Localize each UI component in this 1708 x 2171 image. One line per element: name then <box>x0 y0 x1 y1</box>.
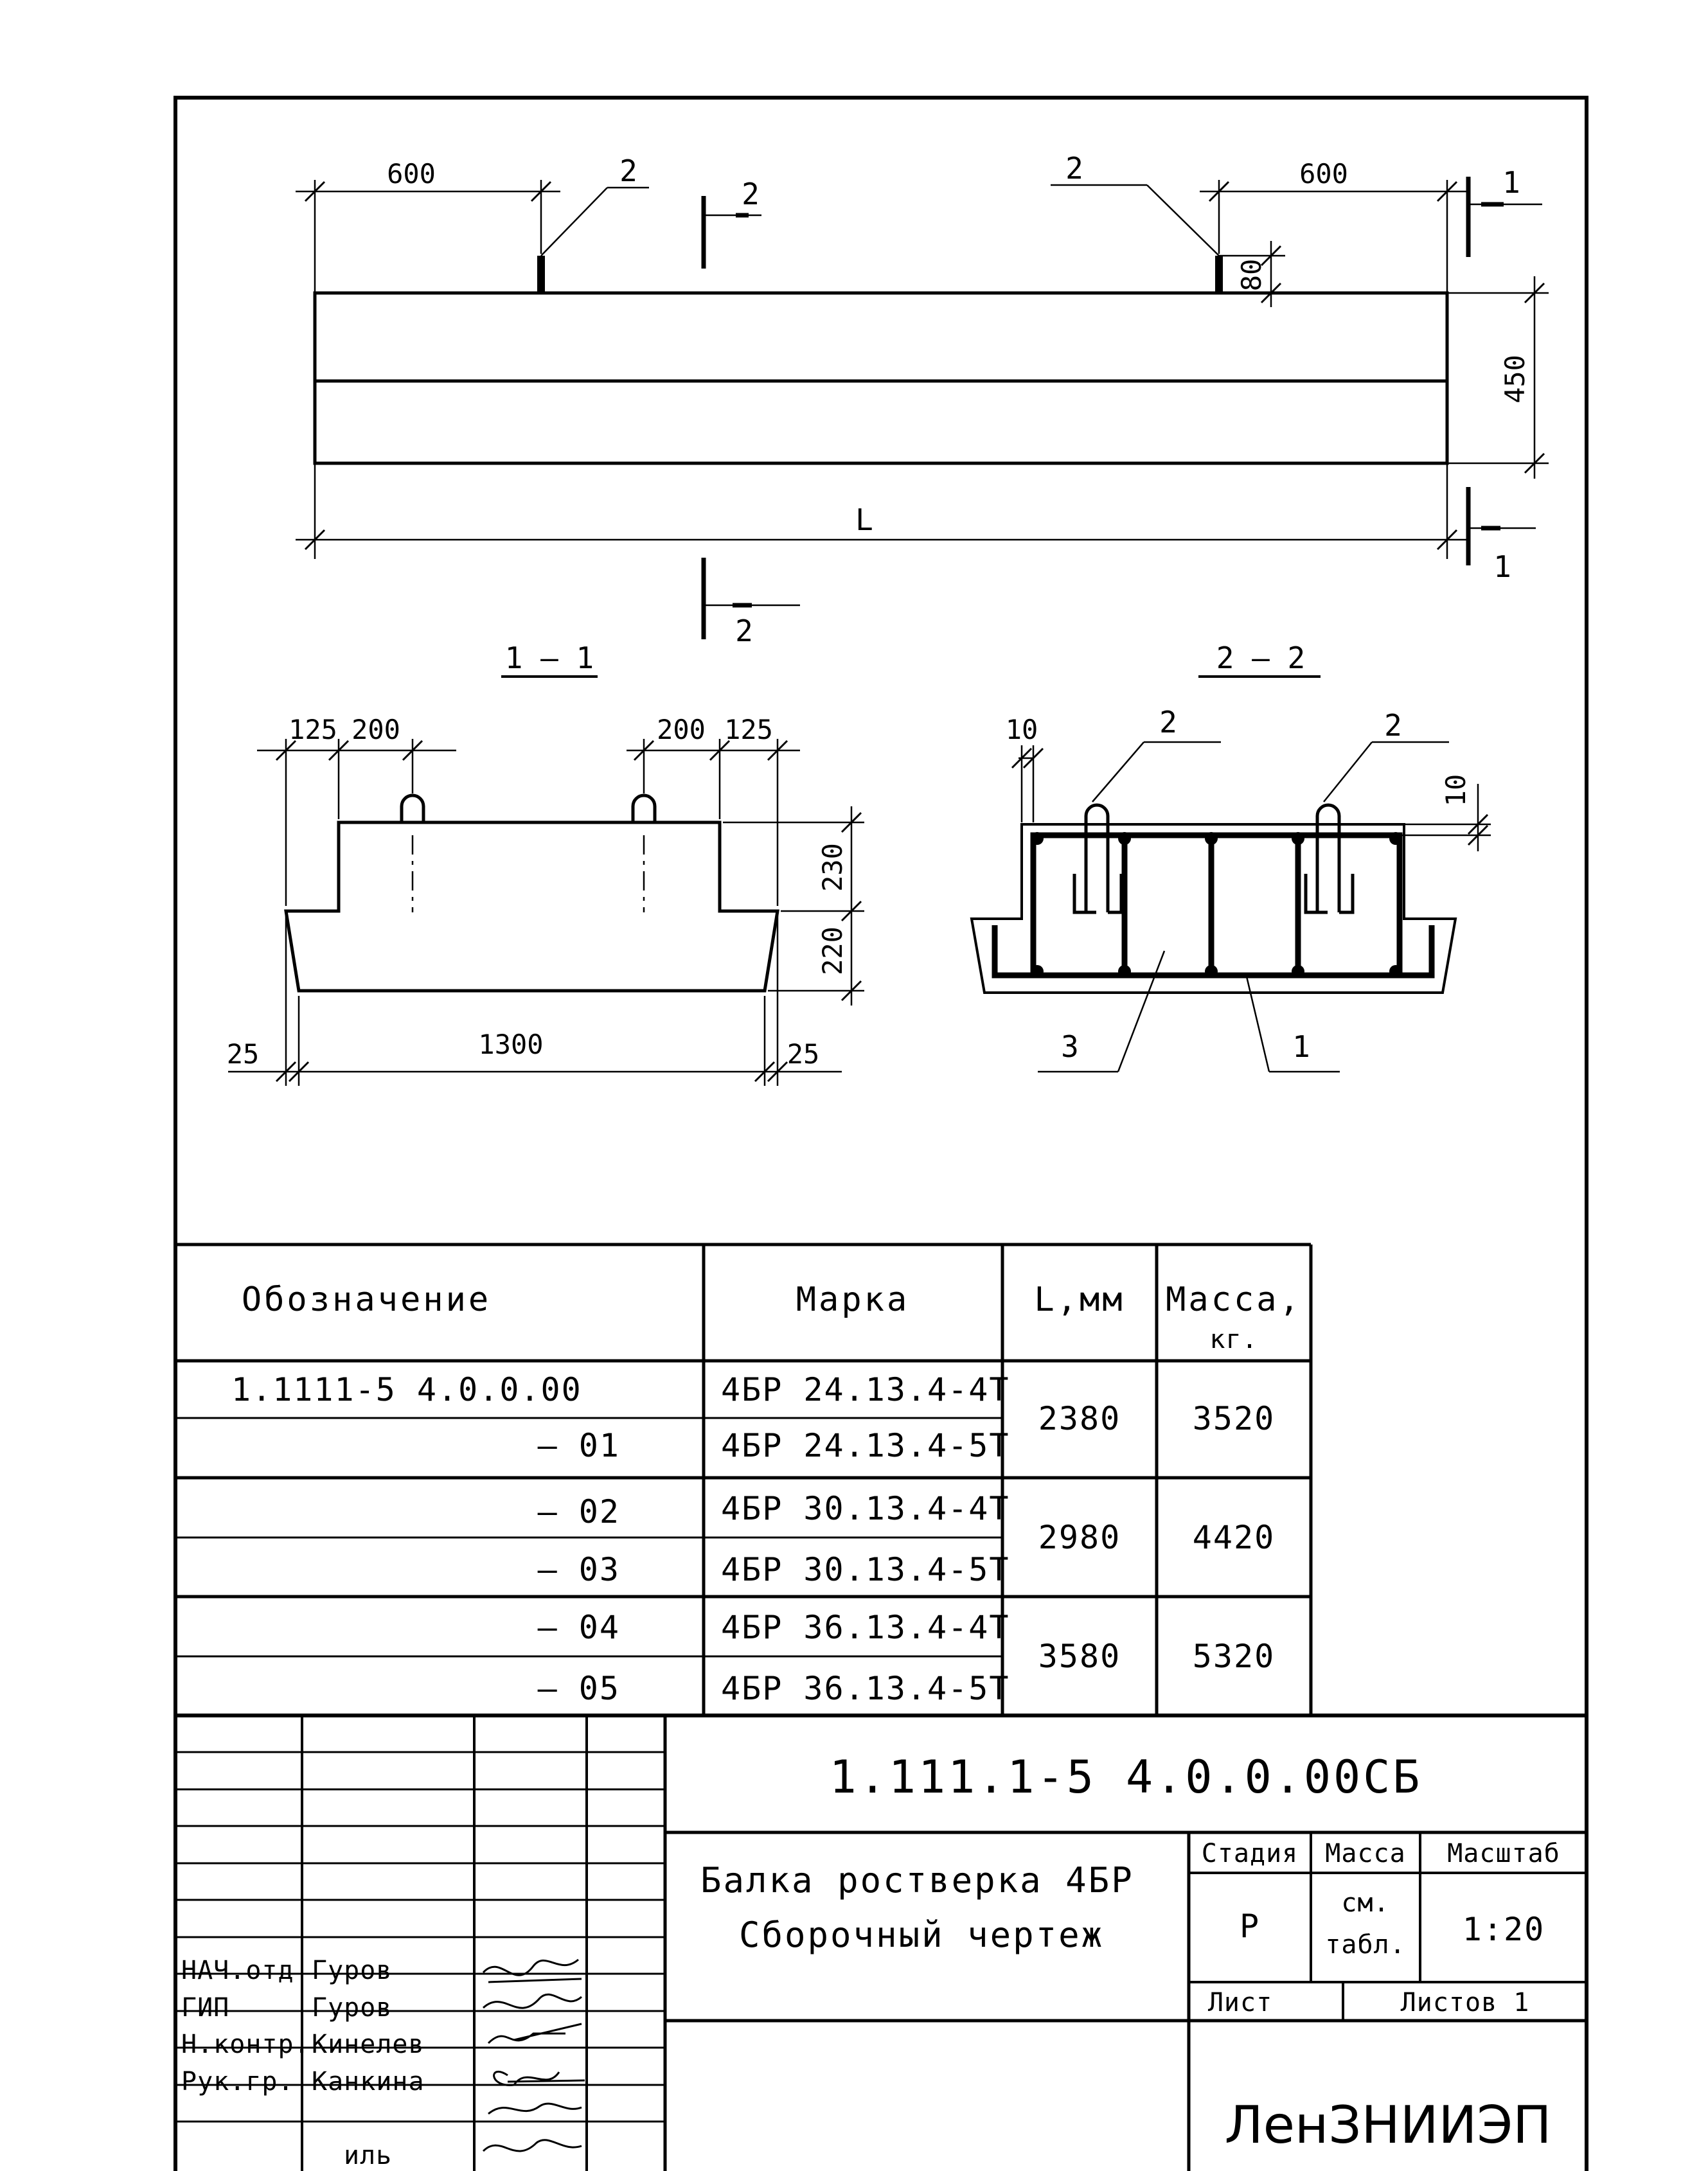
callout-1: 1 <box>1292 1029 1310 1064</box>
signature-name: Кинелев <box>312 2030 425 2059</box>
document-code: 1.111.1-5 4.0.0.00СБ <box>829 1751 1423 1803</box>
section-2-2-hook-right <box>1306 805 1353 912</box>
callout-2-left: 2 <box>619 154 637 188</box>
dim-200-right: 200 <box>657 714 706 745</box>
signature-name: Гуров <box>312 1993 393 2023</box>
scale-label: Масштаб <box>1447 1839 1560 1868</box>
title-line-2: Сборочный чертеж <box>739 1915 1105 1955</box>
dim-125-right: 125 <box>724 714 773 745</box>
dim-1300: 1300 <box>478 1029 544 1060</box>
title-block <box>175 1715 1587 2171</box>
row-designation: — 04 <box>537 1609 620 1646</box>
header-mass: Масса, <box>1166 1280 1302 1319</box>
row-designation: — 03 <box>537 1551 620 1588</box>
sheets-label: Листов 1 <box>1400 1988 1530 2017</box>
header-designation: Обозначение <box>241 1280 492 1319</box>
signature-role: Рук.гр. <box>181 2067 294 2096</box>
title-line-1: Балка ростверка 4БР <box>700 1860 1134 1901</box>
callout-3: 3 <box>1061 1029 1079 1064</box>
group-mass: 3520 <box>1192 1400 1276 1437</box>
callout-2-left-section: 2 <box>1159 705 1177 740</box>
dim-10-top: 10 <box>1005 714 1038 745</box>
section-1-1-outline <box>286 822 778 991</box>
section-1-1-labels <box>227 641 848 1070</box>
row-mark: 4БР 36.13.4-5Т <box>721 1670 1010 1707</box>
section-1-1-title: 1 — 1 <box>504 641 594 675</box>
row-mark: 4БР 36.13.4-4Т <box>721 1609 1010 1646</box>
mass-value: см. <box>1341 1888 1390 1918</box>
signature-name: Гуров <box>312 1956 393 1985</box>
group-mass: 5320 <box>1192 1638 1276 1675</box>
mass-label: Масса <box>1325 1839 1406 1868</box>
dim-600-left: 600 <box>387 158 436 190</box>
mass-value-2: табл. <box>1325 1930 1406 1960</box>
row-mark: 4БР 24.13.4-5Т <box>721 1427 1010 1464</box>
group-mass: 4420 <box>1192 1519 1276 1556</box>
row-designation: 1.1111-5 4.0.0.00 <box>231 1371 582 1408</box>
stage-value: Р <box>1239 1908 1261 1945</box>
section-mark-2-top: 2 <box>742 177 760 211</box>
section-mark-2-bottom: 2 <box>735 614 753 648</box>
row-designation: — 05 <box>537 1670 620 1707</box>
dim-600-right: 600 <box>1299 158 1348 190</box>
row-mark: 4БР 24.13.4-4Т <box>721 1371 1010 1408</box>
dim-80: 80 <box>1236 258 1267 292</box>
section-2-2 <box>972 677 1491 1072</box>
section-1-1-hook-right <box>633 795 655 822</box>
dim-125-left: 125 <box>289 714 337 745</box>
stage-label: Стадия <box>1201 1839 1299 1868</box>
group-length: 3580 <box>1038 1638 1121 1675</box>
beam-elevation <box>296 177 1549 639</box>
signature-name: Канкина <box>312 2067 425 2096</box>
row-designation: — 02 <box>537 1493 620 1530</box>
section-mark-1-bottom: 1 <box>1493 549 1511 584</box>
rebar-cage <box>1033 835 1400 975</box>
beam-outline <box>315 293 1447 463</box>
signature-role: НАЧ.отд <box>181 1956 294 1985</box>
signature-role: ГИП <box>181 1993 230 2023</box>
dim-length-l: L <box>855 502 873 537</box>
callout-2-right-section: 2 <box>1384 708 1402 743</box>
row-designation: — 01 <box>537 1427 620 1464</box>
header-mark: Марка <box>796 1280 910 1319</box>
section-2-2-hook-left <box>1074 805 1121 912</box>
row-mark: 4БР 30.13.4-5Т <box>721 1551 1010 1588</box>
sheet-label: Лист <box>1207 1988 1273 2017</box>
spec-table <box>175 1245 1311 1715</box>
organization-name: ЛенЗНИИЭП <box>1224 2095 1552 2155</box>
dim-200-left: 200 <box>351 714 400 745</box>
dim-230: 230 <box>817 843 848 892</box>
section-mark-1-top: 1 <box>1502 165 1520 200</box>
signature-role: Н.контр. <box>181 2030 310 2059</box>
dim-10-side: 10 <box>1440 774 1472 807</box>
signature-name: иль <box>344 2141 393 2170</box>
dim-450: 450 <box>1499 355 1531 403</box>
group-length: 2380 <box>1038 1400 1121 1437</box>
group-length: 2980 <box>1038 1519 1121 1556</box>
header-mass-unit: кг. <box>1209 1325 1258 1354</box>
dim-25-left: 25 <box>226 1038 260 1070</box>
header-length: L,мм <box>1034 1280 1125 1319</box>
dim-25-right: 25 <box>787 1038 820 1070</box>
elevation-labels <box>387 151 1531 648</box>
row-mark: 4БР 30.13.4-4Т <box>721 1490 1010 1527</box>
callout-2-right: 2 <box>1065 151 1083 186</box>
dim-220: 220 <box>817 926 848 975</box>
scale-value: 1:20 <box>1462 1911 1545 1948</box>
section-2-2-title: 2 — 2 <box>1216 641 1306 675</box>
section-1-1-hook-left <box>402 795 423 822</box>
